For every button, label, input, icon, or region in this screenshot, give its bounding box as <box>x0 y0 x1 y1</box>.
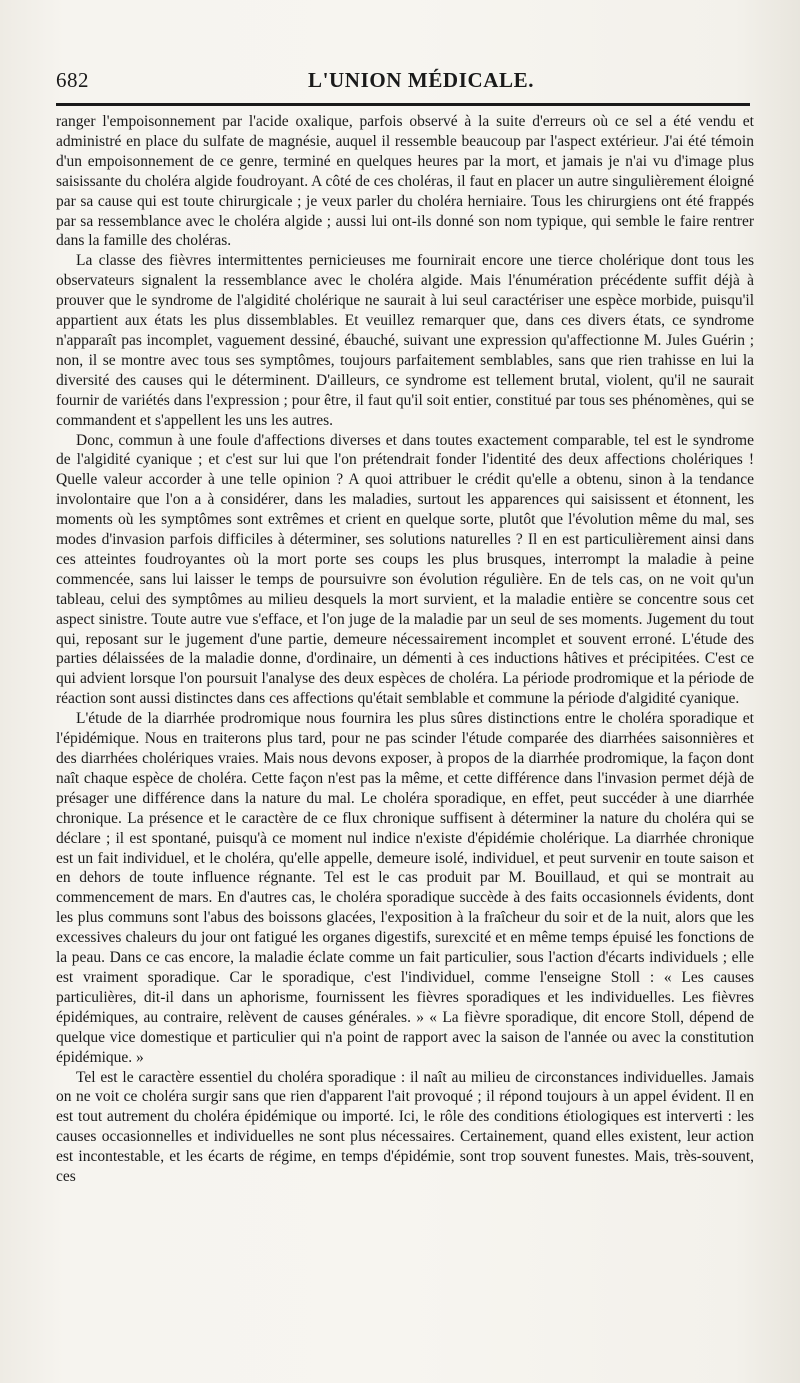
paragraph: Tel est le caractère essentiel du choléra sporadique : il naît au milieu de circonstances individuelles. Jamais on ne voit ce choléra surgir sans que rien d'apparent l'ait provoqué ; il répond toujours à un appel évident. Il en est tout autrement du choléra épidémique ou importé. Ici, le rôle des conditions étiologiques est interverti : les causes occasionnelles et individuelles ne sont plus nécessaires. Certainement, quand elles existent, leur action est incontestable, et les écarts de régime, en temps d'épidémie, sont trop souvent funestes. Mais, très-souvent, ces <box>56 1068 754 1186</box>
page-header <box>56 64 750 100</box>
paragraph: La classe des fièvres intermittentes pernicieuses me fournirait encore une tierce cholérique dont tous les observateurs signalent la ressemblance avec le choléra algide. Mais l'énumération précédente suffit déjà à prouver que le syndrome de l'algidité cholérique ne saurait à lui seul caractériser une espèce morbide, puisqu'il appartient aux états les plus dissemblables. Et veuillez remarquer que, dans ces divers états, ce syndrome n'apparaît pas incomplet, vaguement dessiné, ébauché, suivant une expression qu'affectionne M. Jules Guérin ; non, il se montre avec tous ses symptômes, toujours parfaitement semblables, sans que rien trahisse en lui la diversité des causes qui le déterminent. D'ailleurs, ce syndrome est tellement brutal, violent, qu'il ne saurait fournir de variétés dans l'expression ; pour être, il faut qu'il soit entier, constitué par tous ses phénomènes, qui se commandent et s'appellent les uns les autres. <box>56 252 754 429</box>
paragraph: L'étude de la diarrhée prodromique nous fournira les plus sûres distinctions entre le choléra sporadique et l'épidémique. Nous en traiterons plus tard, pour ne pas scinder l'étude comparée des diarrhées saisonnières et des diarrhées cholériques vraies. Mais nous devons exposer, à propos de la diarrhée prodromique, la façon dont naît chaque espèce de choléra. Cette façon n'est pas la même, et cette différence dans l'invasion permet déjà de présager une différence dans la nature du mal. Le choléra sporadique, en effet, peut succéder à une diarrhée chronique. La présence et le caractère de ce flux chronique suffisent à déterminer la nature du choléra qui se déclare ; il est spontané, puisqu'à ce moment nul indice n'existe d'épidémie cholérique. La diarrhée chronique est un fait individuel, et le choléra, qu'elle appelle, demeure isolé, individuel, et peut survenir en toute saison et en dehors de toute influence régnante. Tel est le cas produit par M. Bouillaud, et qui se montrait au commencement de mars. En d'autres cas, le choléra sporadique succède à des faits occasionnels évidents, dont les plus communs sont l'abus des boissons glacées, l'exposition à la fraîcheur du soir et de la nuit, alors que les excessives chaleurs du jour ont fatigué les organes digestifs, surexcité et en même temps épuisé les fonctions de la peau. Dans ce cas encore, la maladie éclate comme un fait particulier, sous l'action d'écarts individuels ; elle est vraiment sporadique. Car le sporadique, c'est l'individuel, comme l'enseigne Stoll : « Les causes particulières, dit-il dans un aphorisme, fournissent les fièvres sporadiques et les individuelles. Les fièvres épidémiques, au contraire, relèvent de causes générales. » « La fièvre sporadique, dit encore Stoll, dépend de quelque vice domestique et particulier qui n'a point de rapport avec la saison de l'année ou avec la constitution épidémique. » <box>56 710 754 1066</box>
article-body <box>56 112 754 1187</box>
running-title: L'UNION MÉDICALE. <box>308 68 535 92</box>
header-rule <box>56 103 750 106</box>
paragraph: ranger l'empoisonnement par l'acide oxalique, parfois observé à la suite d'erreurs où ce sel a été vendu et administré en place du sulfate de magnésie, auquel il ressemble beaucoup par l'aspect extérieur. J'ai été témoin d'un empoisonnement de ce genre, terminé en quelques heures par la mort, et jamais je n'ai vu d'image plus saisissante du choléra algide foudroyant. A côté de ces choléras, il faut en placer un autre singulièrement éloigné par sa cause qui est toute chirurgicale ; je veux parler du choléra herniaire. Tous les chirurgiens ont été frappés par sa ressemblance avec le choléra algide ; aussi lui ont-ils donné son nom typique, qui semble le faire rentrer dans la famille des choléras. <box>56 113 754 250</box>
paragraph: Donc, commun à une foule d'affections diverses et dans toutes exactement comparable, tel est le syndrome de l'algidité cyanique ; et c'est sur lui que l'on prétendrait fonder l'identité des deux affections cholériques ! Quelle valeur accorder à une telle opinion ? A quoi attribuer le crédit qu'elle a obtenu, sinon à la tendance involontaire que l'on a à considérer, dans les maladies, surtout les apparences qui saisissent et étonnent, les moments où les symptômes sont extrêmes et crient en quelque sorte, plutôt que l'évolution même du mal, ses modes d'invasion parfois difficiles à déterminer, ses solutions naturelles ? Il en est particulièrement ainsi dans ces atteintes foudroyantes où la mort porte ses coups les plus brusques, interrompt la maladie à peine commencée, sans lui laisser le temps de poursuivre son évolution régulière. En de tels cas, on ne voit qu'un tableau, celui des symptômes au milieu desquels la mort survient, et la maladie entière se concentre sous cet aspect sinistre. Toute autre vue s'efface, et l'on juge de la maladie par un seul de ses moments. Jugement du tout qui, reposant sur le jugement d'une partie, demeure nécessairement incomplet et souvent erroné. L'étude des parties délaissées de la maladie donne, d'ordinaire, un démenti à ces inductions hâtives et précipitées. C'est ce qui advient lorsque l'on poursuit l'analyse des deux espèces de choléra. La période prodromique et la période de réaction sont aussi distinctes dans ces affections qu'était semblable et commune la période d'algidité cyanique. <box>56 431 754 708</box>
page-number: 682 <box>56 68 89 92</box>
